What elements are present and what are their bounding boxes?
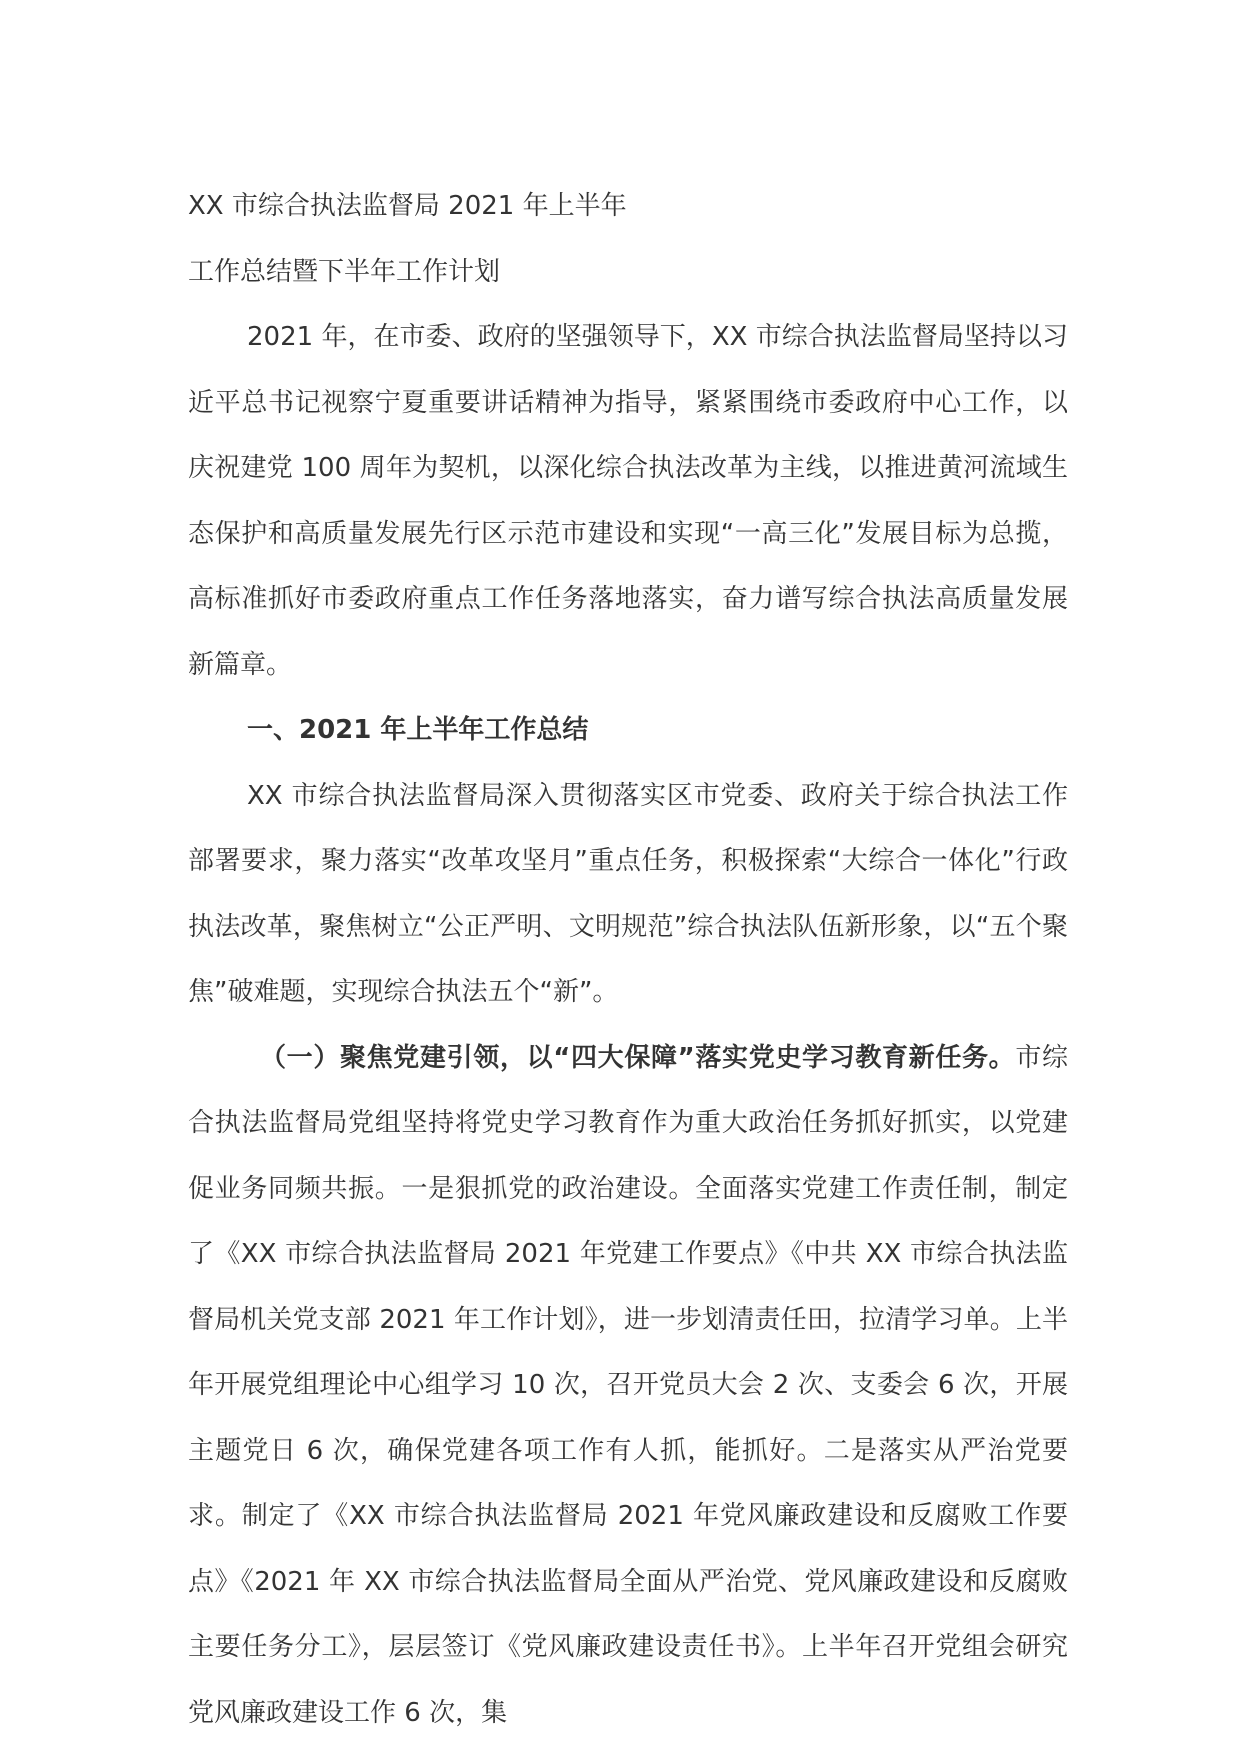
intro-paragraph: 2021 年，在市委、政府的坚强领导下，XX 市综合执法监督局坚持以习近平总书记视察宁夏重要讲话精神为指导，紧紧围绕市委政府中心工作，以庆祝建党 100 周年为契机，以深化综合执法改革为主线，以推进黄河流域生态保护和高质量发展先行区示范市建设和实现“一高三化”发展目标为总揽，高标准抓好市委政府重点工作任务落地落实，奋力谱写综合执法高质量发展新篇章。 bbox=[188, 322, 1068, 680]
subsection-heading: （一）聚焦党建引领，以“四大保障”落实党史学习教育新任务。 bbox=[260, 1042, 1016, 1073]
document-title-line-2: 工作总结暨下半年工作计划 bbox=[188, 256, 501, 287]
section-heading: 一、2021 年上半年工作总结 bbox=[247, 715, 589, 745]
subsection-body: 市综合执法监督局党组坚持将党史学习教育作为重大政治任务抓好抓实，以党建促业务同频共振。一是狠抓党的政治建设。全面落实党建工作责任制，制定了《XX 市综合执法监督局 2021 年党建工作要点》《中共 XX 市综合执法监督局机关党支部 2021 年工作计划》，进一步划清责任田，拉清学习单。上半年开展党组理论中心组学习 10 次，召开党员大会 2 次、支委会 6 次，开展主题党日 6 次，确保党建各项工作有人抓，能抓好。二是落实从严治党要求。制定了《XX 市综合执法监督局 2021 年党风廉政建设和反腐败工作要点》《2021 年 XX 市综合执法监督局全面从严治党、党风廉政建设和反腐败主要任务分工》，层层签订《党风廉政建设责任书》。上半年召开党组会研究党风廉政建设工作 6 次，集 bbox=[188, 1042, 1068, 1728]
document-body bbox=[188, 174, 1068, 1746]
section-overview-paragraph: XX 市综合执法监督局深入贯彻落实区市党委、政府关于综合执法工作部署要求，聚力落实“改革攻坚月”重点任务，积极探索“大综合一体化”行政执法改革，聚焦树立“公正严明、文明规范”综合执法队伍新形象，以“五个聚焦”破难题，实现综合执法五个“新”。 bbox=[188, 780, 1068, 1007]
subsection-paragraph bbox=[188, 1026, 1068, 1747]
document-title-line-1: XX 市综合执法监督局 2021 年上半年 bbox=[188, 191, 627, 221]
